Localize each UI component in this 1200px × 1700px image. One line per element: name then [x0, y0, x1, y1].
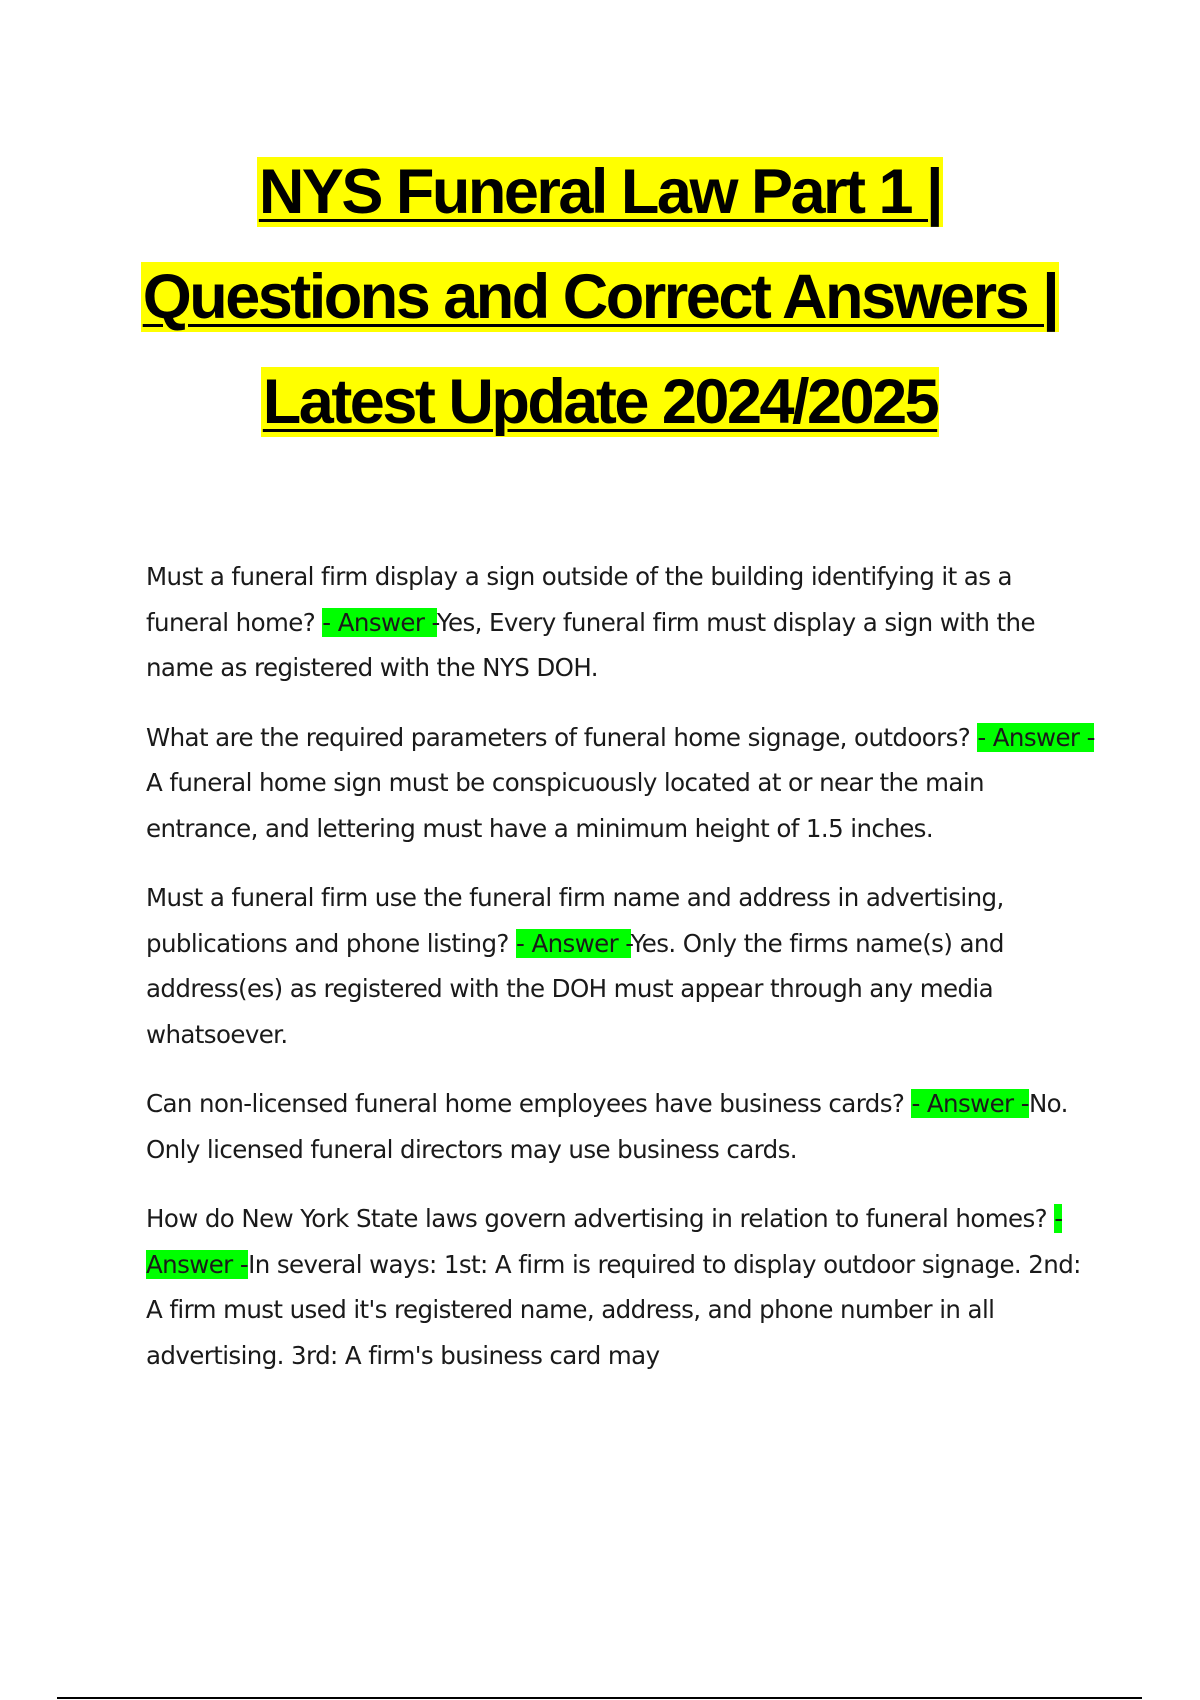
answer-highlight-tag: - Answer -: [146, 1204, 1063, 1279]
question-text: Can non-licensed funeral home employees have business cards?: [146, 1089, 912, 1118]
answer-text: In several ways: 1st: A firm is required to display outdoor signage. 2nd: A firm must used it's registered name, address, and phone number in all advertising. 3rd: A firm's business card may: [146, 1249, 1081, 1370]
qa-item: [146, 554, 1096, 691]
answer-highlight-tag: - Answer -: [322, 607, 437, 637]
question-text: Must a funeral firm display a sign outside of the building identifying it as a funeral home?: [146, 562, 1012, 637]
answer-text: Yes, Every funeral firm must display a sign with the name as registered with the NYS DOH.: [146, 607, 1035, 682]
title-line-3-text: Latest Update 2024/2025: [262, 367, 938, 437]
qa-item: [146, 875, 1096, 1057]
question-text: Must a funeral firm use the funeral firm name and address in advertising, publications and phone listing?: [146, 883, 1004, 958]
answer-text: No. Only licensed funeral directors may use business cards.: [146, 1089, 1068, 1164]
title-line-2-text: Questions and Correct Answers |: [142, 262, 1058, 332]
answer-text: Yes. Only the firms name(s) and address(es) as registered with the DOH must appear through any media whatsoever.: [146, 928, 1004, 1049]
title-line-1-text: NYS Funeral Law Part 1 |: [258, 157, 942, 227]
answer-text: A funeral home sign must be conspicuously located at or near the main entrance, and lettering must have a minimum height of 1.5 inches.: [146, 768, 984, 843]
footer-divider: [57, 1697, 1142, 1699]
title-line-3: [0, 350, 1200, 455]
answer-highlight-tag: - Answer -: [911, 1089, 1029, 1118]
question-text: How do New York State laws govern advertising in relation to funeral homes?: [146, 1204, 1055, 1233]
title-line-1: [0, 140, 1200, 245]
qa-item: [146, 715, 1096, 852]
answer-highlight-tag: - Answer -: [977, 722, 1095, 752]
document-title: [0, 140, 1200, 455]
title-line-2: [0, 245, 1200, 350]
qa-list: [146, 554, 1096, 1402]
answer-highlight-tag: - Answer -: [516, 928, 631, 958]
qa-item: [146, 1081, 1096, 1172]
qa-item: [146, 1196, 1096, 1378]
question-text: What are the required parameters of funeral home signage, outdoors?: [146, 722, 978, 752]
